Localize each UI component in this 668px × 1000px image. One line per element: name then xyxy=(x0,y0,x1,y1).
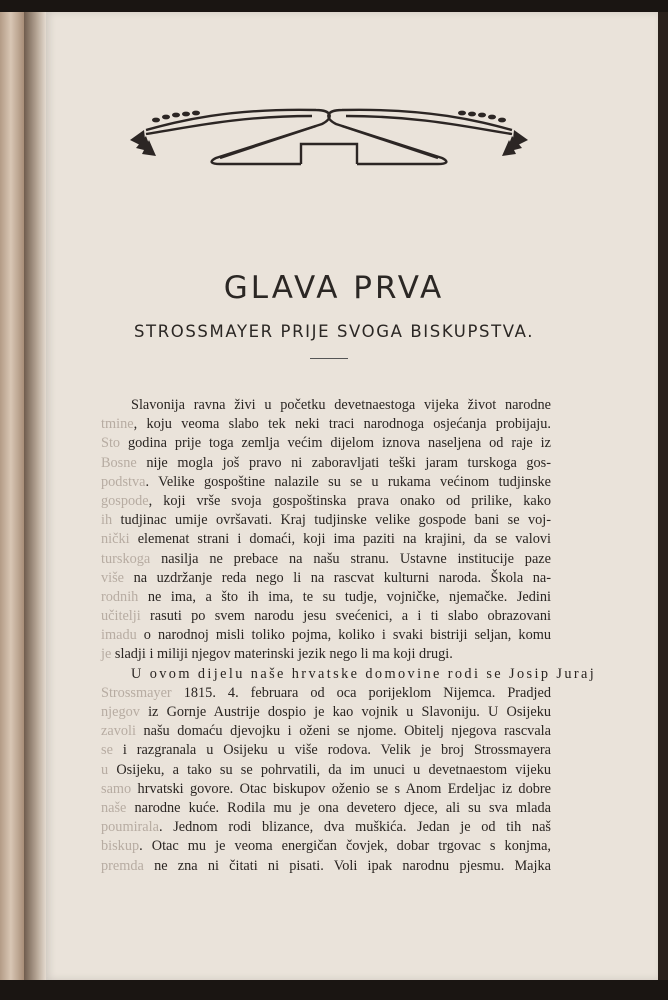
line-text: rasuti po svem narodu jesu svećenici, a i ti slabo obrazovani xyxy=(140,608,551,625)
faded-word: podstva xyxy=(101,473,146,490)
faded-word: Bosne xyxy=(101,454,137,471)
text-line xyxy=(101,511,551,530)
faded-word: u xyxy=(101,761,109,778)
faded-word: ih xyxy=(101,512,113,529)
text-line xyxy=(101,799,551,818)
faded-word: Sto xyxy=(101,435,121,452)
faded-word: njegov xyxy=(101,704,140,720)
faded-word: tmine xyxy=(101,416,134,433)
text-line xyxy=(101,857,551,876)
text-line xyxy=(101,818,551,837)
line-text: , koju veoma slabo tek neki traci narodnoga osjećanja probijaju. xyxy=(133,416,551,433)
faded-word: biskup xyxy=(101,838,140,855)
faded-word: učitelji xyxy=(101,608,141,625)
line-text: o narodnoj misli toliko pojma, koliko i svaki bistriji seljan, komu xyxy=(136,627,551,644)
line-text: ne ima, a što ih ima, te su tudje, vojničke, njemačke. Jedini xyxy=(138,588,551,605)
faded-word: Strossmayer xyxy=(101,684,172,701)
text-line xyxy=(101,780,551,799)
text-line xyxy=(101,607,551,626)
faded-word: se xyxy=(101,742,113,759)
faded-word: imadu xyxy=(101,627,137,644)
left-page-edge xyxy=(0,12,25,980)
body-text xyxy=(101,396,597,876)
book-gutter xyxy=(24,12,46,980)
chapter-subtitle: STROSSMAYER PRIJE SVOGA BISKUPSTVA. xyxy=(133,322,535,341)
text-line xyxy=(101,550,551,569)
page-edge-shadow xyxy=(658,12,668,980)
line-text: . Velike gospoštine nalazile su se u rukama većinom tudjinske xyxy=(145,473,551,490)
text-line xyxy=(101,837,551,856)
text-line xyxy=(101,665,597,684)
line-text: i razgranala u Osijeku u više rodova. Velik je broj Strossmayera xyxy=(112,742,551,759)
text-line xyxy=(101,703,551,722)
text-line xyxy=(101,396,551,415)
text-line xyxy=(101,569,551,588)
text-line xyxy=(101,626,551,645)
line-text: nasilja ne prebace na našu stranu. Ustavne institucije paze xyxy=(150,550,551,567)
faded-word: je xyxy=(101,646,112,663)
text-line xyxy=(101,492,551,511)
chapter-title: GLAVA PRVA xyxy=(223,270,445,306)
faded-word: naše xyxy=(101,799,127,816)
art-nouveau-headpiece-icon xyxy=(116,100,542,170)
faded-word: rodnih xyxy=(101,588,139,605)
faded-word: nički xyxy=(101,531,130,548)
title-divider xyxy=(310,358,348,359)
line-text: Osijeku, a tako su se pohrvatili, da im unuci u devetnaestom vijeku xyxy=(108,761,551,778)
faded-word: poumirala xyxy=(101,819,159,836)
text-line xyxy=(101,415,551,434)
line-text: , koji vrše svoja gospoštinska prava onako od prilike, kako xyxy=(148,492,551,509)
line-text: tudjinac umije ovršavati. Kraj tudjinske velike gospode bani se voj- xyxy=(112,512,551,529)
text-line xyxy=(101,761,551,780)
line-text: hrvatski govore. Otac biskupov oženio se s Anom Erdeljac iz dobre xyxy=(131,780,551,797)
line-text: U ovom dijelu naše hrvatske domovine rodi se Josip Juraj xyxy=(131,665,597,682)
faded-word: turskoga xyxy=(101,550,151,567)
text-line xyxy=(101,434,551,453)
faded-word: gospode xyxy=(101,492,149,509)
faded-word: premda xyxy=(101,857,144,874)
line-text: godina prije toga zemlja većim dijelom iznova naseljena od raje iz xyxy=(120,435,551,452)
text-line xyxy=(101,684,551,703)
line-text: . Jednom rodi blizance, dva muškića. Jedan je od tih naš xyxy=(158,819,551,836)
text-line xyxy=(101,722,551,741)
line-text: Slavonija ravna živi u početku devetnaestoga vijeka život narodne xyxy=(131,397,551,413)
text-line xyxy=(101,454,551,473)
line-text: iz Gornje Austrije dospio je kao vojnik u Slavoniju. U Osijeku xyxy=(139,704,551,720)
text-line xyxy=(101,473,551,492)
line-text: na uzdržanje reda nego li na rascvat kulturni naroda. Škola na- xyxy=(124,569,551,586)
line-text: ne zna ni čitati ni pisati. Voli ipak narodnu pjesmu. Majka xyxy=(143,857,551,874)
faded-word: zavoli xyxy=(101,723,136,740)
faded-word: više xyxy=(101,569,125,586)
line-text: sladji i miliji njegov materinski jezik nego li ma koji drugi. xyxy=(111,646,453,663)
text-line xyxy=(101,588,551,607)
text-line xyxy=(101,530,551,549)
text-line xyxy=(101,741,551,760)
line-text: 1815. 4. februara od oca porijeklom Nijemca. Pradjed xyxy=(171,684,551,701)
faded-word: samo xyxy=(101,780,132,797)
line-text: nije mogla još pravo ni zaboravljati teški jaram turskoga gos- xyxy=(136,454,551,471)
line-text: narodne kuće. Rodila mu je ona devetero djece, ali su sva mlada xyxy=(126,799,551,816)
line-text: našu domaću djevojku i oženi se njome. Obitelj njegova rascvala xyxy=(135,723,551,740)
line-text: . Otac mu je veoma energičan čovjek, dobar trgovac s konjma, xyxy=(139,838,551,855)
text-line xyxy=(101,645,551,664)
line-text: elemenat strani i domaći, koji ima paziti na krajini, da se valovi xyxy=(129,531,551,548)
